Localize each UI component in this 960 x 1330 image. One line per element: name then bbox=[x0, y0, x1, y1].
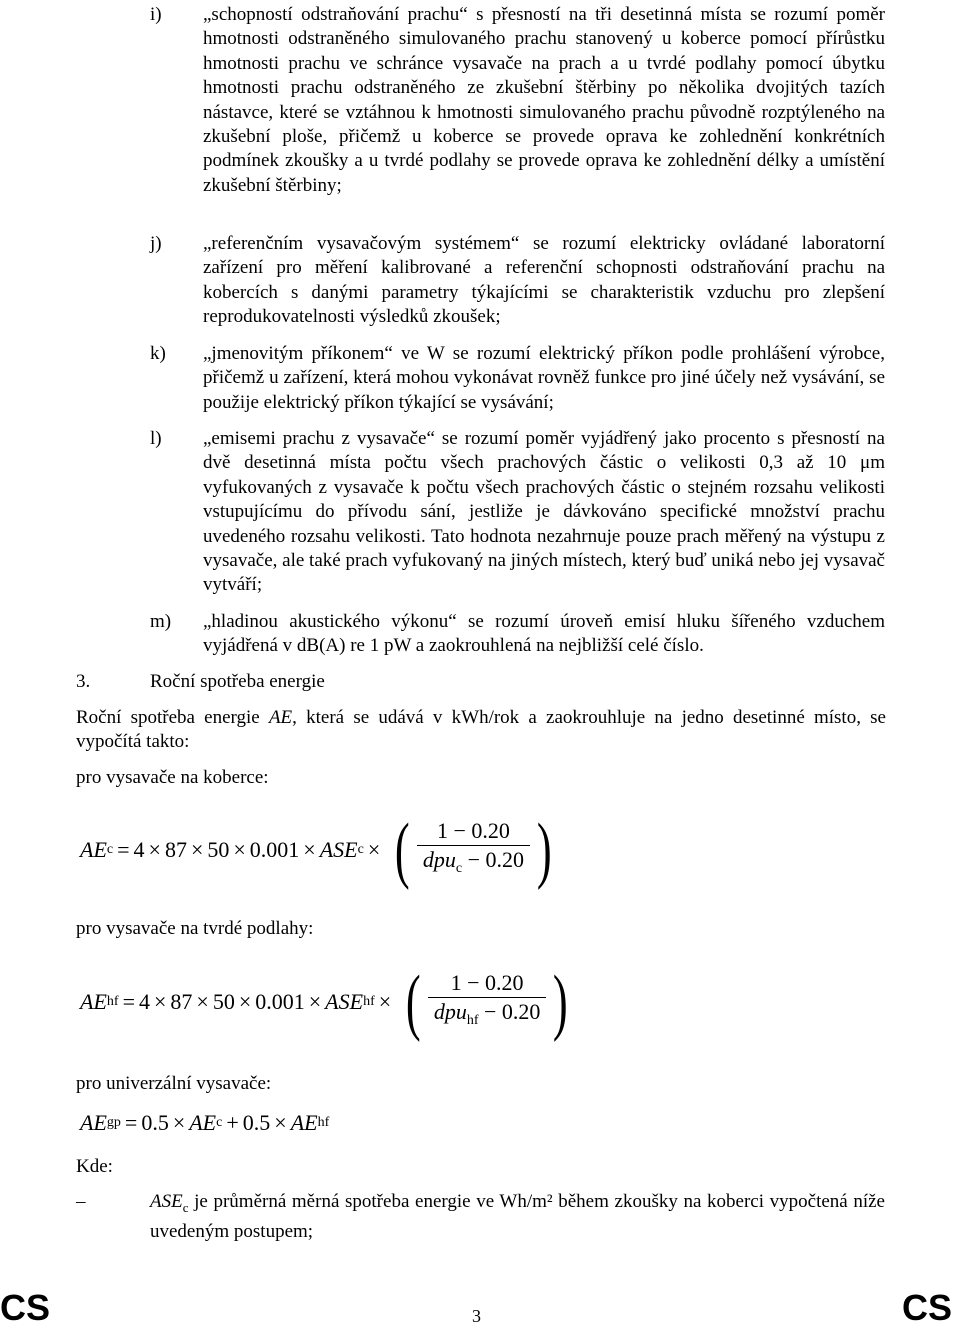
kde-label: Kde: bbox=[76, 1156, 113, 1177]
times: × bbox=[233, 836, 246, 862]
item-text: „referenčním vysavačovým systémem“ se rozumí elektricky ovládané laboratorní zařízení pro měření kalibrované a referenční schopnosti odstraňování prachu na kobercích s danými parametry týkajícími se charakteristik vzduchu pro zlepšení reprodukovatelnosti výsledků zkoušek; bbox=[203, 233, 885, 328]
denominator bbox=[417, 845, 530, 881]
term: 4 bbox=[138, 988, 150, 1014]
term: 0.001 bbox=[255, 988, 305, 1014]
intro-part2: , která se udává v kWh/rok a zaokrouhluje na jedno desetinné místo, se vypočítá takto: bbox=[76, 707, 886, 753]
label-hard-floor: pro vysavače na tvrdé podlahy: bbox=[76, 918, 314, 939]
section-title: Roční spotřeba energie bbox=[150, 671, 325, 692]
coef: 0.5 bbox=[242, 1109, 271, 1135]
ase: ASE bbox=[319, 836, 358, 862]
den-sub: hf bbox=[466, 1013, 479, 1028]
times: × bbox=[308, 988, 322, 1014]
lhs: AE bbox=[80, 1109, 107, 1135]
def-text: je průměrná měrná spotřeba energie ve Wh/m² během zkoušky na koberci vypočtená níže uvedeným postupem; bbox=[150, 1191, 885, 1243]
ase: ASE bbox=[325, 988, 364, 1014]
item-label: i) bbox=[150, 4, 162, 25]
term: 4 bbox=[133, 836, 145, 862]
def-var: ASE bbox=[150, 1191, 183, 1212]
ase-sub: hf bbox=[363, 993, 375, 1009]
equals: = bbox=[122, 988, 135, 1014]
plus: + bbox=[226, 1109, 239, 1135]
times: × bbox=[367, 836, 381, 862]
left-paren: ( bbox=[406, 961, 421, 1043]
def-dash: – bbox=[76, 1191, 86, 1212]
term: 87 bbox=[164, 836, 187, 862]
item-label: j) bbox=[150, 233, 162, 254]
term: 50 bbox=[207, 836, 230, 862]
times: × bbox=[378, 988, 392, 1014]
intro-ae: AE bbox=[268, 707, 293, 728]
coef: 0.5 bbox=[141, 1109, 169, 1135]
fraction bbox=[428, 971, 547, 1034]
page-number: 3 bbox=[472, 1306, 481, 1326]
footer-language-right: CS bbox=[902, 1287, 953, 1328]
footer-language-left: CS bbox=[0, 1287, 51, 1328]
lhs-sub: hf bbox=[106, 993, 119, 1009]
times: × bbox=[148, 836, 161, 862]
label-universal: pro univerzální vysavače: bbox=[76, 1073, 272, 1094]
term-sub: hf bbox=[317, 1114, 330, 1130]
den-var: dpu bbox=[422, 847, 456, 872]
term-ae-hf: AE bbox=[290, 1109, 318, 1135]
lhs-sub: c bbox=[106, 841, 114, 857]
equals: = bbox=[117, 836, 130, 862]
formula-carpet bbox=[80, 800, 557, 900]
times: × bbox=[190, 836, 204, 862]
times: × bbox=[196, 988, 209, 1014]
lhs-sub: gp bbox=[106, 1114, 121, 1130]
def-paragraph bbox=[150, 1190, 885, 1245]
den-sub: c bbox=[455, 861, 463, 876]
times: × bbox=[172, 1109, 186, 1135]
term: 0.001 bbox=[249, 836, 300, 862]
right-paren: ) bbox=[536, 809, 552, 891]
fraction-group bbox=[390, 809, 556, 891]
item-text: „schopností odstraňování prachu“ s přesností na tři desetinná místa se rozumí poměr hmotnosti odstraněného simulovaného prachu stanovený u koberce pomocí přírůstku hmotnosti prachu ve schránce vysavače na prach a u tvrdé podlahy pomocí úbytku hmotnosti prachu odstraněného ze zkušební štěrbiny po několika dvojitých tazích nástavce, které se vztáhnou k hmotnosti simulovaného prachu původně rozptýleného na zkušební ploše, přičemž u koberce se provede oprava ke zohlednění konkrétních podmínek zkoušky a u tvrdé podlahy se provede oprava ke zohlednění délky a umístění zkušební štěrbiny; bbox=[203, 4, 885, 196]
denominator bbox=[428, 997, 547, 1033]
term: 50 bbox=[212, 988, 235, 1014]
equals: = bbox=[124, 1109, 138, 1135]
times: × bbox=[274, 1109, 287, 1135]
formula-hard-floor bbox=[80, 952, 573, 1052]
times: × bbox=[303, 836, 316, 862]
den-var: dpu bbox=[433, 999, 467, 1024]
times: × bbox=[153, 988, 167, 1014]
fraction-group bbox=[401, 961, 573, 1043]
right-paren: ) bbox=[553, 961, 569, 1043]
item-text: „emisemi prachu z vysavače“ se rozumí poměr vyjádřený jako procento s přesností na dvě desetinná místa počtu všech prachových částic o velikosti 0,3 až 10 μm vyfukovaných z vysavače k počtu všech prachových částic o stejném rozsahu velikosti vstupujícímu do přívodu sání, jestliže je dávkováno specifické množství prachu uvedeného rozsahu velikosti. Tato hodnota nezahrnuje pouze prach měřený na výstupu z vysavače, ale také prach vyfukovaný na jiných místech, který buď uniká nebo jej vysavač vytváří; bbox=[203, 428, 885, 596]
item-label: l) bbox=[150, 428, 162, 449]
term-ae-c: AE bbox=[189, 1109, 217, 1135]
term-sub: c bbox=[216, 1114, 223, 1130]
left-paren: ( bbox=[395, 809, 410, 891]
intro-part1: Roční spotřeba energie bbox=[76, 707, 269, 728]
intro-paragraph bbox=[76, 706, 886, 755]
den-rest: − 0.20 bbox=[462, 847, 525, 872]
item-text: „jmenovitým příkonem“ ve W se rozumí elektrický příkon podle prohlášení výrobce, přičemž u zařízení, která mohou vykonávat rovněž funkce pro jiné účely než vysávání, se použije elektrický příkon týkající se vysávání; bbox=[203, 343, 885, 413]
item-text: „hladinou akustického výkonu“ se rozumí úroveň emisí hluku šířeného vzduchem vyjádřená v dB(A) re 1 pW a zaokrouhlená na nejbližší celé číslo. bbox=[203, 611, 885, 657]
fraction bbox=[417, 819, 530, 882]
label-carpet: pro vysavače na koberce: bbox=[76, 767, 269, 788]
den-rest: − 0.20 bbox=[478, 999, 541, 1024]
numerator: 1 − 0.20 bbox=[437, 817, 510, 843]
lhs: AE bbox=[80, 836, 107, 862]
numerator: 1 − 0.20 bbox=[450, 969, 524, 995]
def-var-sub: c bbox=[182, 1199, 189, 1215]
formula-universal bbox=[80, 1106, 329, 1140]
item-label: m) bbox=[150, 611, 172, 632]
ase-sub: c bbox=[357, 841, 364, 857]
term: 87 bbox=[170, 988, 193, 1014]
section-number: 3. bbox=[76, 671, 91, 692]
times: × bbox=[238, 988, 252, 1014]
item-label: k) bbox=[150, 343, 166, 364]
lhs: AE bbox=[80, 988, 107, 1014]
